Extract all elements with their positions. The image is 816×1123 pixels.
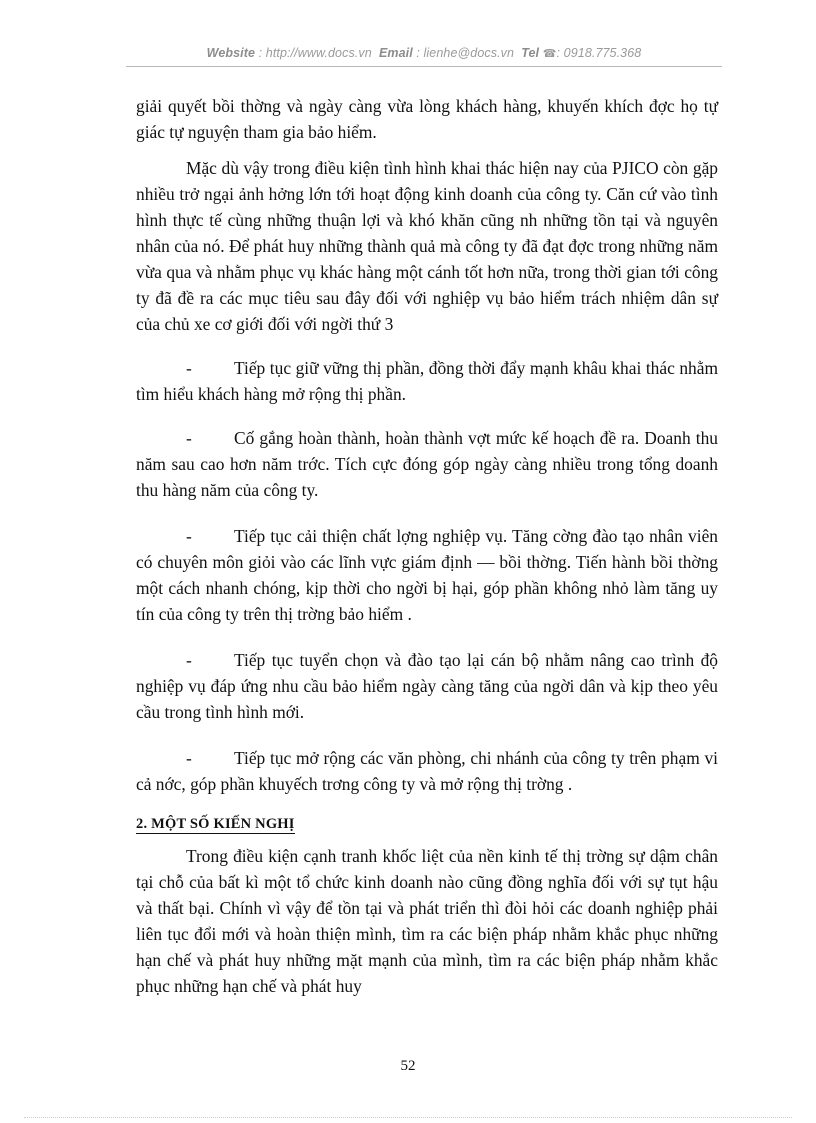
page-number: 52 bbox=[400, 1058, 416, 1074]
bullet-text: Tiếp tục cải thiện chất lợng nghiệp vụ. Tăng cờng đào tạo nhân viên có chuyên môn giỏi vào các lĩnh vực giám định — bồi thờng. Tiến hành bồi thờng một cách nhanh chóng, kịp thời cho ngời bị hại, góp phần không nhỏ làm tăng uy tín của công ty trên thị trờng bảo hiểm . bbox=[136, 526, 718, 624]
bullet-text: Tiếp tục tuyển chọn và đào tạo lại cán bộ nhằm nâng cao trình độ nghiệp vụ đáp ứng nhu cầu bảo hiểm ngày càng tăng của ngời dân và kịp theo yêu cầu trong tình hình mới. bbox=[136, 650, 718, 722]
paragraph-continuation: giải quyết bồi thờng và ngày càng vừa lòng khách hàng, khuyến khích đợc họ tự giác tự nguyện tham gia bảo hiểm. bbox=[136, 96, 718, 142]
bullet-dash: - bbox=[186, 358, 192, 378]
bullet-item bbox=[136, 647, 718, 725]
bullet-dash: - bbox=[186, 748, 192, 768]
bullet-text: Tiếp tục mở rộng các văn phòng, chi nhánh của công ty trên phạm vi cả nớc, góp phần khuyếch trơng công ty và mở rộng thị trờng . bbox=[136, 748, 718, 794]
paragraph-pjico-situation: Mặc dù vậy trong điều kiện tình hình khai thác hiện nay của PJICO còn gặp nhiều trở ngại ảnh hởng lớn tới hoạt động kinh doanh của công ty. Căn cứ vào tình hình thực tế cùng những thuận lợi và khó khăn cũng nh những tồn tại và nguyên nhân của nó. Để phát huy những thành quả mà công ty đã đạt đợc trong những năm vừa qua và nhằm phục vụ khác hàng một cánh tốt hơn nữa, trong thời gian tới công ty đã đề ra các mục tiêu sau đây đối với nghiệp vụ bảo hiểm trách nhiệm dân sự của chủ xe cơ giới đối với ngời thứ 3 bbox=[136, 158, 718, 334]
section-heading bbox=[136, 811, 718, 837]
bullet-dash: - bbox=[186, 428, 192, 448]
bullet-dash: - bbox=[186, 526, 192, 546]
tel-label: Tel bbox=[521, 46, 540, 60]
phone-icon: ☎ bbox=[542, 48, 557, 60]
bullet-item bbox=[136, 355, 718, 407]
section-heading-text: 2. MỘT SỐ KIẾN NGHỊ bbox=[136, 816, 295, 832]
tel-value: : 0918.775.368 bbox=[556, 46, 642, 60]
page-header bbox=[126, 46, 722, 60]
bullet-text: Tiếp tục giữ vững thị phần, đồng thời đẩy mạnh khâu khai thác nhằm tìm hiểu khách hàng mở rộng thị phần. bbox=[136, 358, 718, 404]
bullet-dash: - bbox=[186, 650, 192, 670]
bullet-text: Cố gắng hoàn thành, hoàn thành vợt mức kế hoạch đề ra. Doanh thu năm sau cao hơn năm trớc. Tích cực đóng góp ngày càng nhiều trong tổng doanh thu hàng năm của công ty. bbox=[136, 428, 718, 500]
bullet-item bbox=[136, 523, 718, 627]
document-body bbox=[136, 93, 718, 999]
bullet-item bbox=[136, 745, 718, 797]
email-label: Email bbox=[378, 46, 413, 60]
email-value: : lienhe@docs.vn bbox=[416, 46, 515, 60]
page-bottom-border bbox=[24, 1117, 792, 1118]
header-divider bbox=[126, 66, 722, 67]
bullet-item bbox=[136, 425, 718, 503]
website-value: : http://www.docs.vn bbox=[258, 46, 372, 60]
website-label: Website bbox=[206, 46, 256, 60]
paragraph-recommendations: Trong điều kiện cạnh tranh khốc liệt của nền kinh tế thị trờng sự dậm chân tại chỗ của bất kì một tổ chức kinh doanh nào cũng đồng nghĩa đối với sự tụt hậu và thất bại. Chính vì vậy để tồn tại và phát triển thì đòi hỏi các doanh nghiệp phải liên tục đổi mới và hoàn thiện mình, tìm ra các biện pháp nhằm khắc phục những hạn chế và phát huy những mặt mạnh của mình, tìm ra các biện pháp nhằm khắc phục những hạn chế và phát huy bbox=[136, 846, 718, 996]
